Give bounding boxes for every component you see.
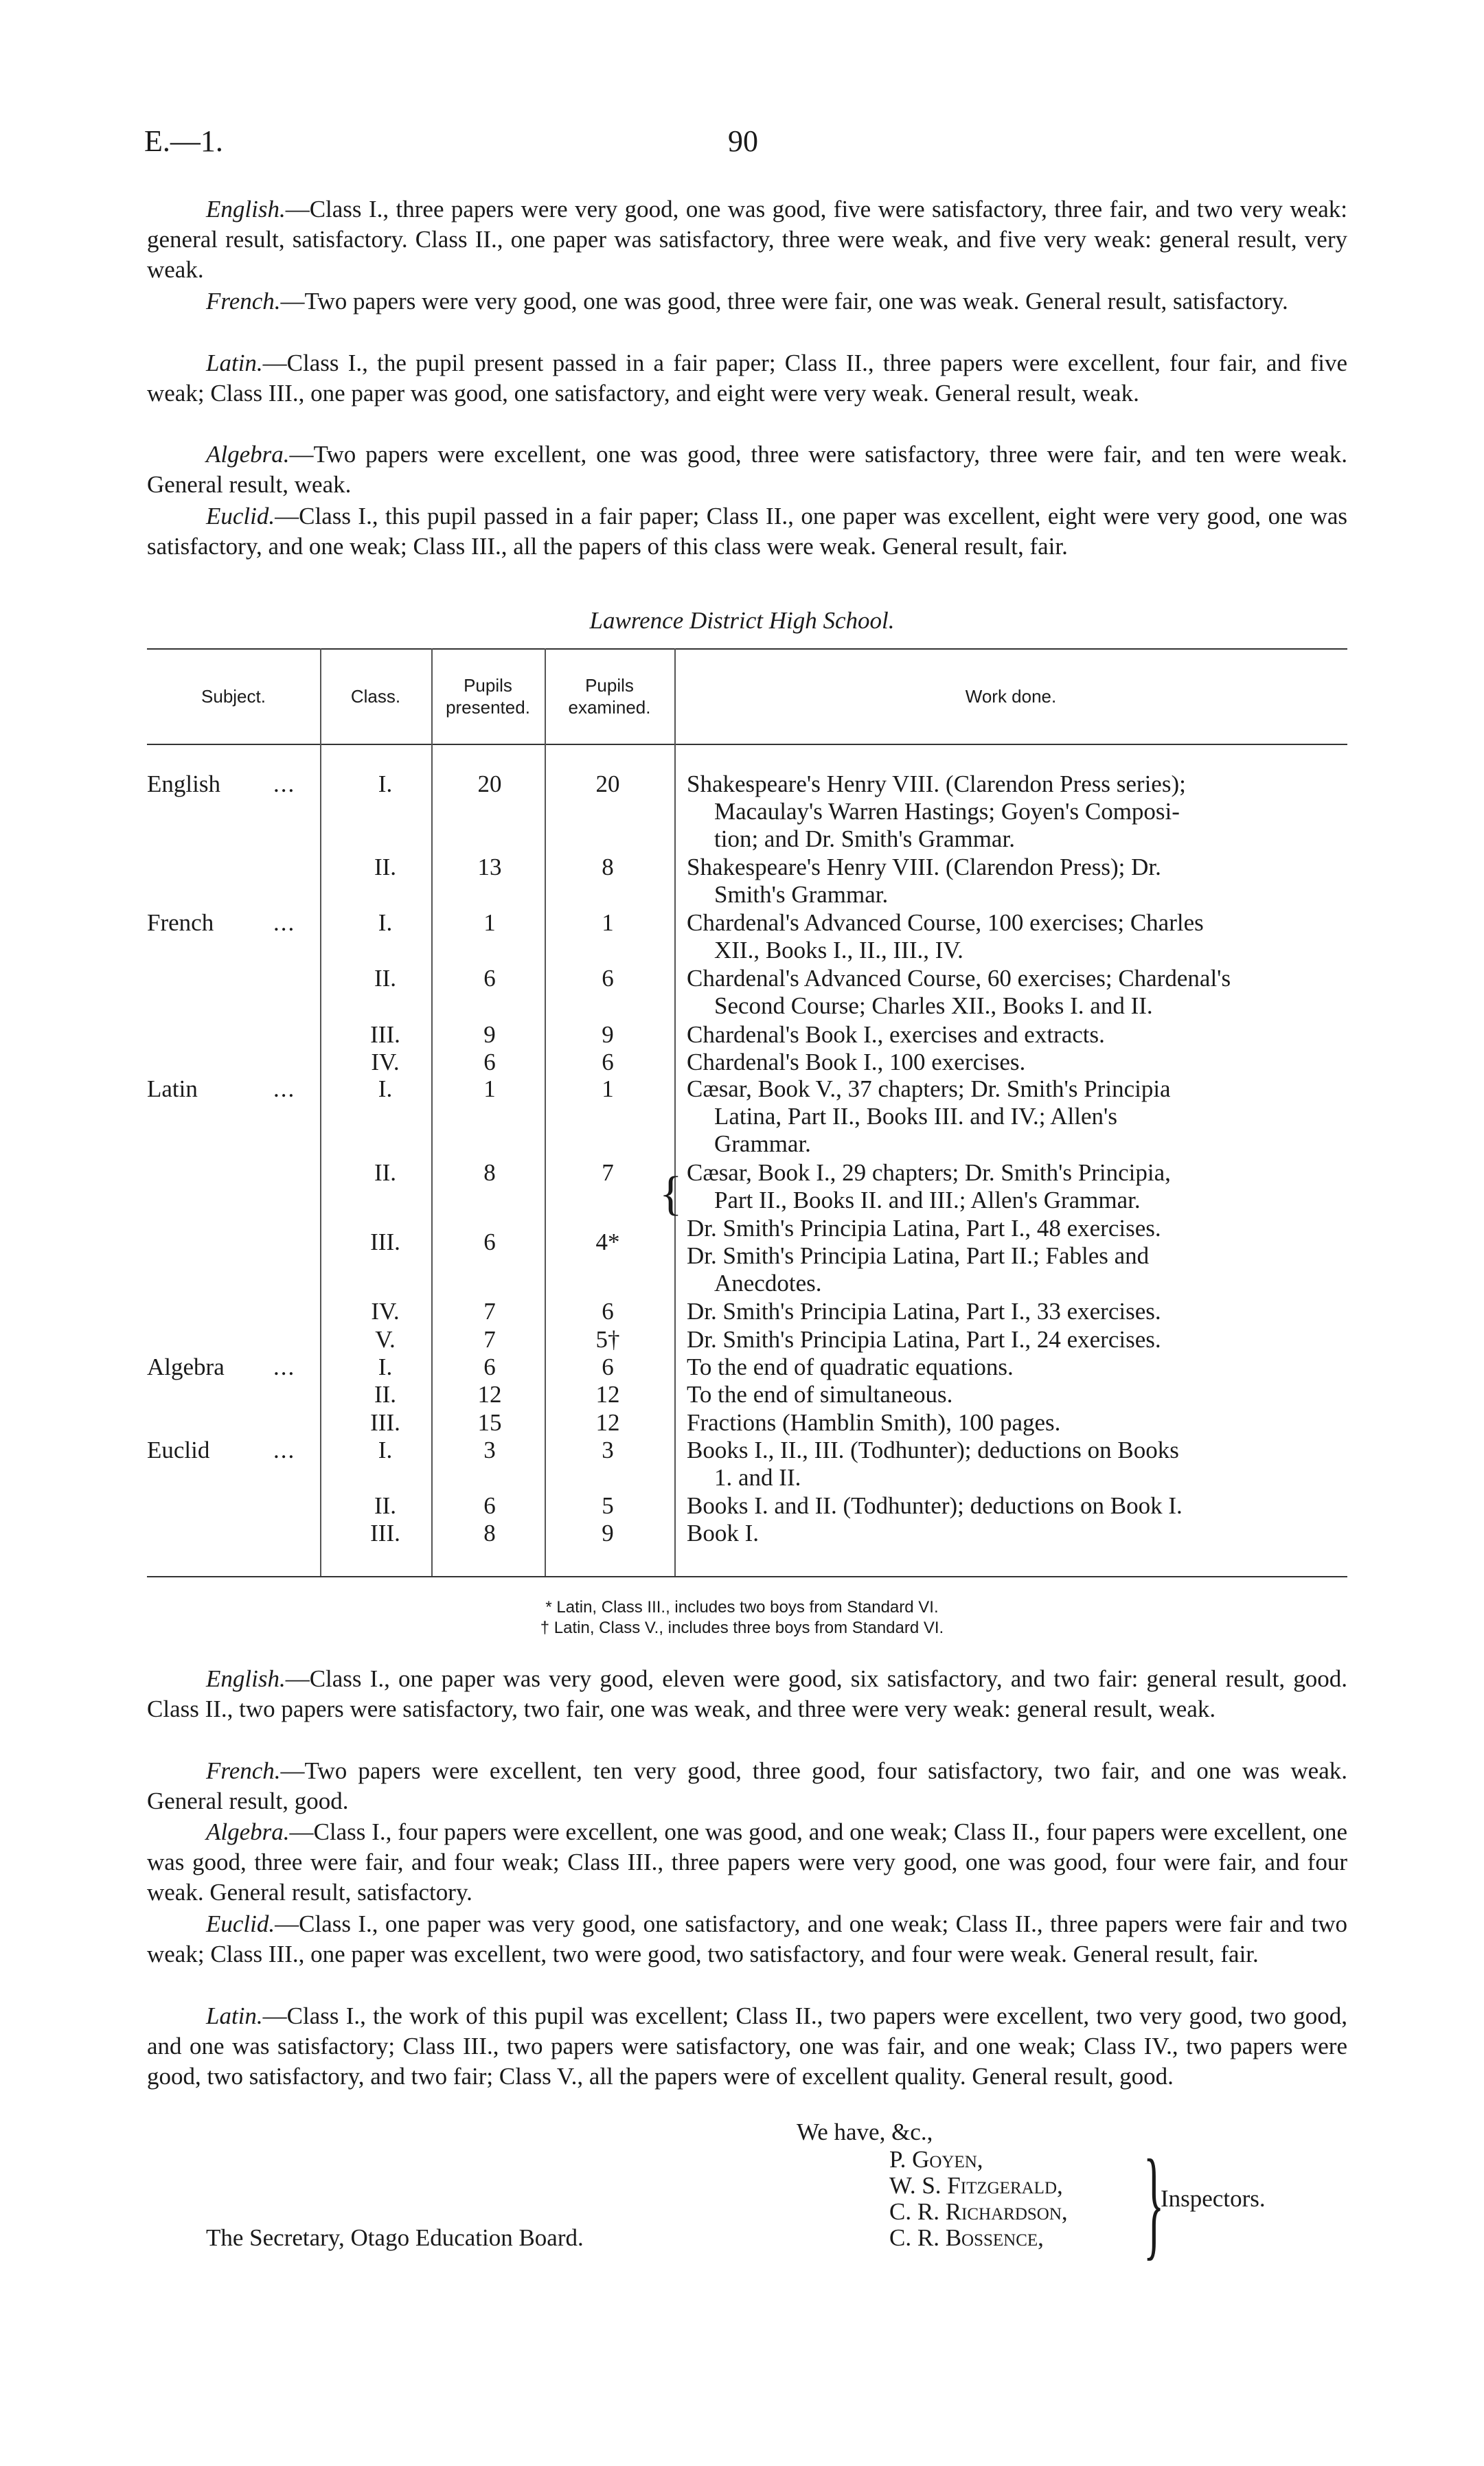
work-line: To the end of quadratic equations.	[687, 1354, 1014, 1380]
cell-leader-dots: ...	[273, 909, 296, 936]
paragraph-latin-report: Latin.—Class I., the work of this pupil was excellent; Class II., two papers were excellent, two very good, two good, and one was satisfactory; Class III., two papers were satisfactory, one was fair, and one weak; Class IV., two papers were good, two satisfactory, and two fair; Class V., all the papers were of excellent quality. General result, good.	[147, 2002, 1347, 2090]
paragraph-french-intro: French.—Two papers were very good, one was good, three were fair, one was weak. General result, satisfactory.	[206, 288, 1288, 315]
cell-work-done	[687, 965, 1347, 1020]
signatory: C. R. Richardson,	[889, 2198, 1068, 2225]
cell-presented: 1	[483, 1075, 496, 1102]
signatory: W. S. Fitzgerald,	[889, 2172, 1063, 2199]
work-line: Books I., II., III. (Todhunter); deductions on Books	[687, 1437, 1179, 1463]
cell-presented: 12	[477, 1381, 502, 1408]
inspectors-label: Inspectors.	[1161, 2185, 1266, 2212]
cell-work-done	[687, 854, 1347, 909]
work-line: To the end of simultaneous.	[687, 1381, 953, 1408]
report-reference: E.—1.	[144, 124, 223, 158]
cell-class: III.	[370, 1229, 400, 1255]
cell-work-done	[687, 1049, 1347, 1076]
work-line: Shakespeare's Henry VIII. (Clarendon Press series);	[687, 770, 1186, 797]
work-line: Smith's Grammar.	[714, 881, 889, 908]
cell-presented: 15	[477, 1409, 502, 1436]
cell-class: V.	[375, 1326, 396, 1353]
cell-presented: 6	[483, 965, 496, 992]
table-column-divider	[674, 648, 676, 1576]
cell-work-done	[687, 909, 1347, 964]
cell-class: I.	[378, 909, 393, 936]
work-line: Books I. and II. (Todhunter); deductions on Book I.	[687, 1492, 1183, 1519]
paragraph-english-intro: English.—Class I., three papers were very good, one was good, five were satisfactory, three fair, and two very weak: general result, satisfactory. Class II., one paper was satisfactory, three were weak, and five very weak: general result, very weak.	[147, 196, 1347, 283]
cell-class: III.	[370, 1520, 400, 1546]
work-line: Second Course; Charles XII., Books I. and II.	[714, 992, 1153, 1019]
cell-examined: 3	[602, 1437, 614, 1463]
cell-work-done	[687, 1326, 1347, 1354]
signatory: P. Goyen,	[889, 2146, 983, 2173]
signatory: C. R. Bossence,	[889, 2224, 1044, 2251]
cell-examined: 6	[602, 1354, 614, 1380]
cell-work-done	[687, 1215, 1347, 1297]
work-line: 1. and II.	[714, 1464, 801, 1491]
cell-examined: 7	[602, 1159, 614, 1186]
cell-presented: 7	[483, 1326, 496, 1353]
cell-examined: 6	[602, 1298, 614, 1325]
cell-work-done	[687, 1021, 1347, 1049]
header-work-done: Work done.	[965, 686, 1057, 707]
cell-presented: 9	[483, 1021, 496, 1048]
work-line: Dr. Smith's Principia Latina, Part II.; Fables and	[687, 1242, 1150, 1269]
cell-examined: 6	[602, 965, 614, 992]
work-line: Macaulay's Warren Hastings; Goyen's Composi-	[714, 798, 1180, 825]
footnote-latin-class-iii: * Latin, Class III., includes two boys from Standard VI.	[545, 1598, 939, 1617]
cell-work-done	[687, 770, 1347, 853]
cell-work-done	[687, 1075, 1347, 1158]
paragraph-algebra-intro: Algebra.—Two papers were excellent, one was good, three were satisfactory, three were fair, and ten were weak. General result, weak.	[147, 441, 1347, 498]
cell-class: I.	[378, 1354, 393, 1380]
cell-work-done	[687, 1492, 1347, 1520]
cell-work-done	[687, 1520, 1347, 1547]
cell-work-done	[687, 1298, 1347, 1325]
cell-presented: 7	[483, 1298, 496, 1325]
cell-presented: 20	[477, 770, 502, 797]
header-presented: Pupils presented.	[446, 675, 530, 718]
work-line: Fractions (Hamblin Smith), 100 pages.	[687, 1409, 1061, 1436]
work-line: XII., Books I., II., III., IV.	[714, 937, 963, 963]
cell-class: I.	[378, 770, 393, 797]
cell-leader-dots: ...	[273, 1437, 296, 1463]
cell-subject: Latin	[147, 1075, 198, 1102]
table-header-rule	[147, 744, 1347, 745]
table-bottom-rule	[147, 1576, 1347, 1577]
cell-class: I.	[378, 1437, 393, 1463]
work-line: Chardenal's Advanced Course, 60 exercises; Chardenal's	[687, 965, 1231, 992]
work-line: Cæsar, Book V., 37 chapters; Dr. Smith's Principia	[687, 1075, 1171, 1102]
header-examined: Pupils examined.	[568, 675, 651, 718]
cell-leader-dots: ...	[273, 1075, 296, 1102]
cell-examined: 12	[595, 1381, 620, 1408]
signatory-brace: }	[1143, 2134, 1165, 2271]
cell-class: III.	[370, 1409, 400, 1436]
paragraph-euclid-report: Euclid.—Class I., one paper was very good, one satisfactory, and one weak; Class II., three papers were fair and two weak; Class III., one paper was excellent, two were good, two satisfactory, and four were weak. General result, fair.	[147, 1910, 1347, 1967]
footnote-latin-class-v: † Latin, Class V., includes three boys from Standard VI.	[540, 1619, 944, 1637]
cell-class: II.	[374, 1381, 397, 1408]
work-line: Chardenal's Book I., exercises and extracts.	[687, 1021, 1105, 1048]
cell-examined: 1	[602, 909, 614, 936]
cell-presented: 3	[483, 1437, 496, 1463]
page-number: 90	[728, 124, 758, 158]
work-line: Book I.	[687, 1520, 759, 1546]
cell-presented: 1	[483, 909, 496, 936]
cell-examined: 6	[602, 1049, 614, 1075]
work-line: tion; and Dr. Smith's Grammar.	[714, 825, 1015, 852]
work-line: Part II., Books II. and III.; Allen's Grammar.	[714, 1187, 1141, 1213]
cell-examined: 5†	[595, 1326, 620, 1353]
cell-class: III.	[370, 1021, 400, 1048]
cell-work-done	[687, 1437, 1347, 1492]
cell-class: II.	[374, 854, 397, 880]
cell-class: II.	[374, 965, 397, 992]
salutation: We have, &c.,	[797, 2119, 933, 2145]
cell-class: IV.	[371, 1049, 400, 1075]
cell-examined: 5	[602, 1492, 614, 1519]
cell-subject: English	[147, 770, 220, 797]
cell-work-done	[687, 1159, 1347, 1214]
cell-examined: 12	[595, 1409, 620, 1436]
cell-examined: 9	[602, 1021, 614, 1048]
cell-examined: 4*	[595, 1229, 620, 1255]
work-line: Shakespeare's Henry VIII. (Clarendon Press); Dr.	[687, 854, 1161, 880]
cell-class: II.	[374, 1492, 397, 1519]
work-line: Anecdotes.	[714, 1270, 822, 1297]
paragraph-french-report: French.—Two papers were excellent, ten very good, three good, four satisfactory, two fair, and one was weak. General result, good.	[147, 1757, 1347, 1814]
work-line: Chardenal's Advanced Course, 100 exercises; Charles	[687, 909, 1204, 936]
cell-leader-dots: ...	[273, 770, 296, 797]
cell-presented: 8	[483, 1520, 496, 1546]
table-top-rule	[147, 648, 1347, 650]
cell-examined: 9	[602, 1520, 614, 1546]
work-line: Chardenal's Book I., 100 exercises.	[687, 1049, 1026, 1075]
cell-work-done	[687, 1354, 1347, 1381]
paragraph-euclid-intro: Euclid.—Class I., this pupil passed in a fair paper; Class II., one paper was excellent, eight were very good, one was satisfactory, and one weak; Class III., all the papers of this class were weak. General result, fair.	[147, 503, 1347, 560]
header-subject: Subject.	[201, 686, 266, 707]
work-line: Dr. Smith's Principia Latina, Part I., 33 exercises.	[687, 1298, 1161, 1325]
work-line: Cæsar, Book I., 29 chapters; Dr. Smith's Principia,	[687, 1159, 1171, 1186]
paragraph-latin-intro: Latin.—Class I., the pupil present passed in a fair paper; Class II., three papers were excellent, four fair, and five weak; Class III., one paper was good, one satisfactory, and eight were very weak. General result, weak.	[147, 350, 1347, 407]
addressee: The Secretary, Otago Education Board.	[206, 2224, 584, 2251]
cell-subject: French	[147, 909, 214, 936]
table-caption: Lawrence District High School.	[589, 607, 895, 634]
cell-work-done	[687, 1381, 1347, 1408]
paragraph-algebra-report: Algebra.—Class I., four papers were excellent, one was good, and one weak; Class II., four papers were excellent, one was good, three were fair, and four weak; Class III., three papers were very good, one was good, four were fair, and four weak. General result, satisfactory.	[147, 1818, 1347, 1906]
row-brace: {	[659, 1167, 683, 1220]
cell-subject: Algebra	[147, 1354, 225, 1380]
work-line: Dr. Smith's Principia Latina, Part I., 48 exercises.	[687, 1215, 1161, 1242]
work-line: Latina, Part II., Books III. and IV.; Allen's	[714, 1103, 1117, 1130]
cell-presented: 13	[477, 854, 502, 880]
cell-class: I.	[378, 1075, 393, 1102]
cell-presented: 6	[483, 1492, 496, 1519]
cell-work-done	[687, 1409, 1347, 1437]
paragraph-english-report: English.—Class I., one paper was very good, eleven were good, six satisfactory, and two fair: general result, good. Class II., two papers were satisfactory, two fair, one was weak, and three were very weak: general result, weak.	[147, 1665, 1347, 1722]
cell-presented: 6	[483, 1049, 496, 1075]
cell-presented: 6	[483, 1229, 496, 1255]
cell-presented: 8	[483, 1159, 496, 1186]
cell-examined: 20	[595, 770, 620, 797]
header-class: Class.	[350, 686, 401, 707]
work-line: Grammar.	[714, 1130, 811, 1157]
cell-examined: 1	[602, 1075, 614, 1102]
cell-subject: Euclid	[147, 1437, 210, 1463]
cell-presented: 6	[483, 1354, 496, 1380]
cell-class: II.	[374, 1159, 397, 1186]
work-line: Dr. Smith's Principia Latina, Part I., 24 exercises.	[687, 1326, 1161, 1353]
cell-leader-dots: ...	[273, 1354, 296, 1380]
cell-class: IV.	[371, 1298, 400, 1325]
cell-examined: 8	[602, 854, 614, 880]
